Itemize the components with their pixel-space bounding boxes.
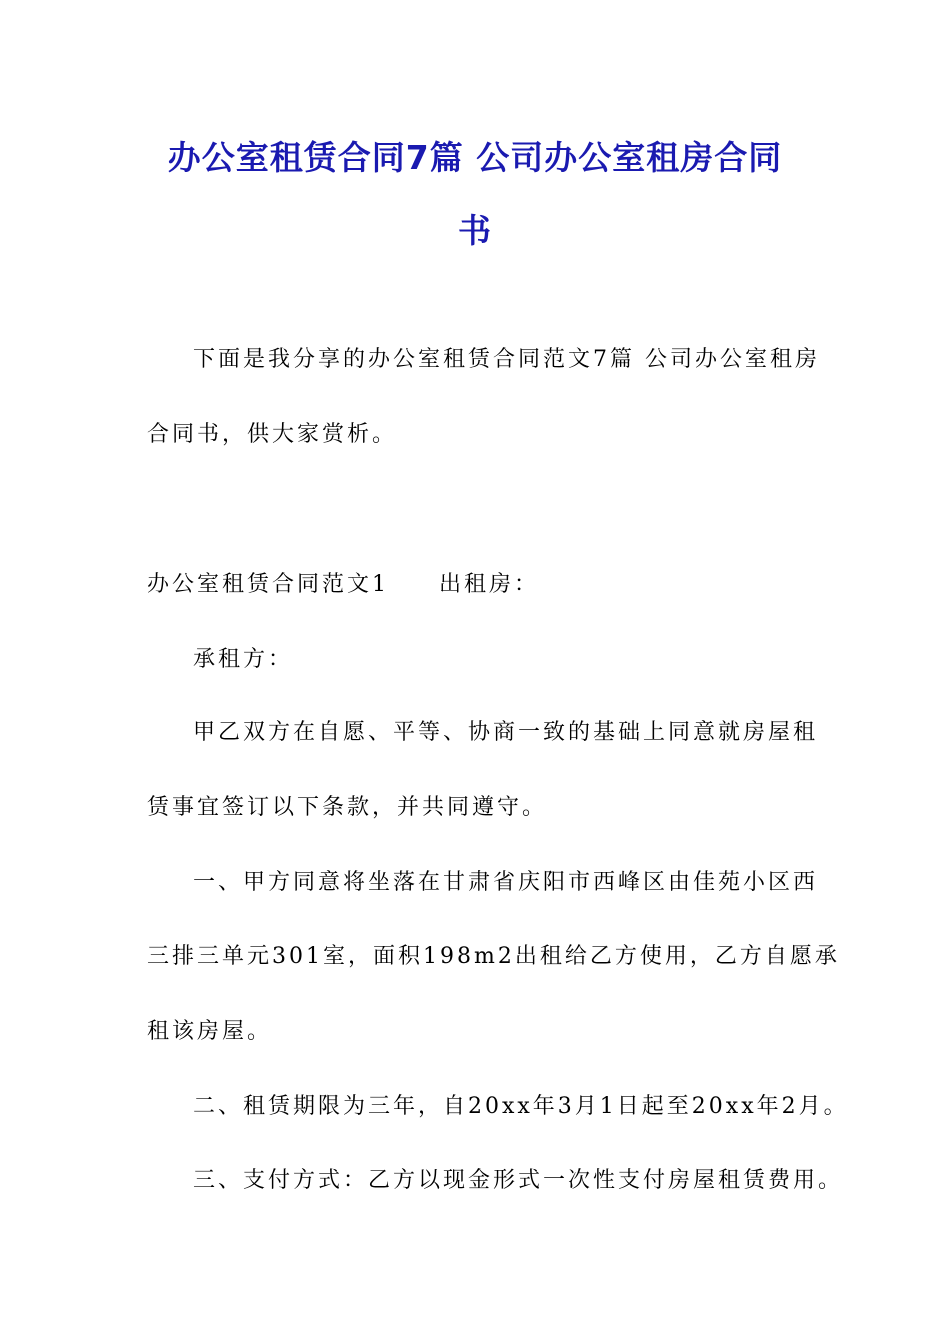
paragraph-2-line-1: 一、甲方同意将坐落在甘肃省庆阳市西峰区由佳苑小区西 [193,870,819,895]
paragraph-1-line-1: 甲乙双方在自愿、平等、协商一致的基础上同意就房屋租 [193,720,819,745]
intro-line-2: 合同书，供大家赏析。 [147,422,398,447]
paragraph-1-line-2: 赁事宜签订以下条款，并共同遵守。 [147,795,548,820]
paragraph-2-line-3: 租该房屋。 [147,1019,273,1044]
section-heading-row [147,570,539,600]
paragraph-4-line-1: 三、支付方式：乙方以现金形式一次性支付房屋租赁费用。 [193,1168,844,1193]
paragraph-2-line-2: 三排三单元301室，面积198m2出租给乙方使用，乙方自愿承 [147,944,840,969]
document-title-line-2: 书 [458,211,492,250]
intro-line-1: 下面是我分享的办公室租赁合同范文7篇 公司办公室租房 [193,347,820,372]
document-title-line-1: 办公室租赁合同7篇 公司办公室租房合同 [167,138,783,177]
lessor-label: 出租房： [439,572,540,597]
paragraph-3-line-1: 二、租赁期限为三年，自20xx年3月1日起至20xx年2月。 [193,1094,849,1119]
section-heading: 办公室租赁合同范文1 [147,572,389,597]
lessee-label: 承租方： [193,647,294,672]
